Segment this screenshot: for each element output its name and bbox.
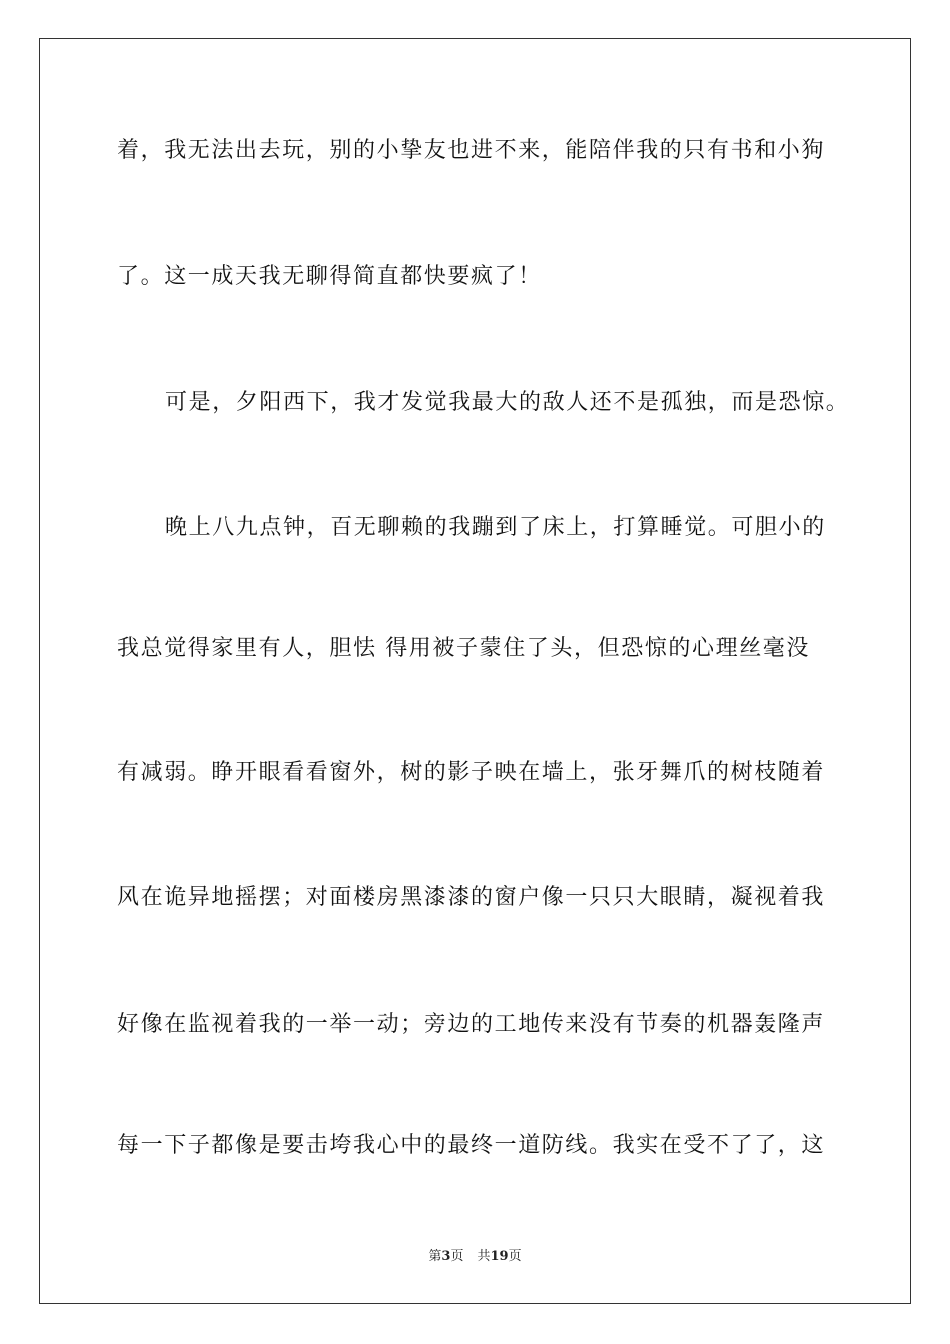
current-page-number: 3: [441, 1249, 451, 1264]
total-page-number: 19: [490, 1249, 509, 1264]
body-line-7: 风在诡异地摇摆；对面楼房黑漆漆的窗户像一只只大眼睛，凝视着我: [117, 885, 826, 910]
body-line-2: 了。这一成天我无聊得简直都快要疯了！: [117, 264, 542, 289]
total-suffix: 页: [508, 1249, 522, 1264]
page-footer: [0, 1248, 950, 1266]
body-line-3: 可是，夕阳西下，我才发觉我最大的敌人还不是孤独，而是恐惊。: [165, 390, 850, 415]
page-prefix: 第: [428, 1249, 442, 1264]
body-line-1: 着，我无法出去玩，别的小挚友也进不来，能陪伴我的只有书和小狗: [117, 138, 826, 163]
body-line-5: 我总觉得家里有人，胆怯 得用被子蒙住了头，但恐惊的心理丝毫没: [117, 636, 810, 661]
body-line-8: 好像在监视着我的一举一动；旁边的工地传来没有节奏的机器轰隆声: [117, 1012, 826, 1037]
body-line-9: 每一下子都像是要击垮我心中的最终一道防线。我实在受不了了，这: [117, 1133, 826, 1158]
page-border: [39, 38, 911, 1304]
body-line-4: 晚上八九点钟，百无聊赖的我蹦到了床上，打算睡觉。可胆小的: [165, 515, 826, 540]
page-suffix: 页: [450, 1249, 464, 1264]
body-line-6: 有减弱。睁开眼看看窗外，树的影子映在墙上，张牙舞爪的树枝随着: [117, 760, 826, 785]
total-prefix: 共: [477, 1249, 491, 1264]
